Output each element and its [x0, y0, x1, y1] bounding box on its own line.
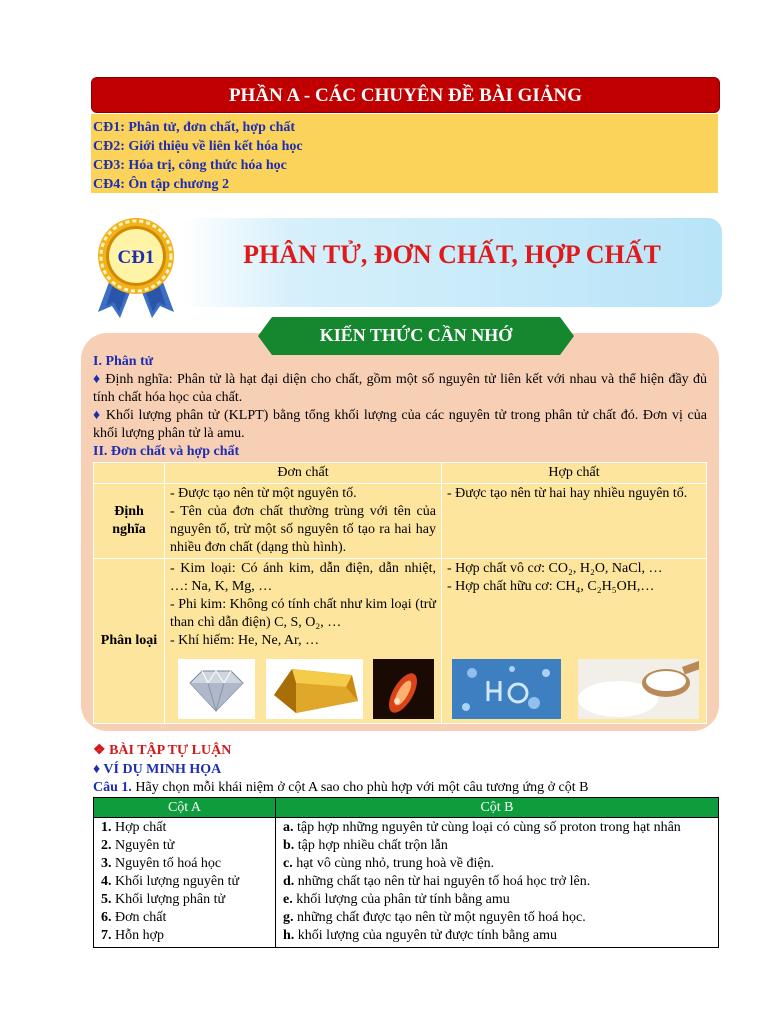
column-a-cell	[94, 818, 276, 948]
question-text: Hãy chọn mỗi khái niệm ở cột A sao cho phù hợp với một câu tương ứng ở cột B	[135, 780, 589, 795]
bullet-icon: ♦	[93, 762, 101, 777]
definition-element-line: - Được tạo nên từ một nguyên tố.	[170, 486, 357, 501]
column-b-item: c. hạt vô cùng nhỏ, trung hoà về điện.	[283, 856, 495, 871]
column-b-item: b. tập hợp nhiều chất trộn lẫn	[283, 838, 448, 853]
table-header-row	[94, 463, 707, 484]
column-a-item: 1. Hợp chất	[101, 820, 167, 835]
topic-list	[91, 114, 718, 193]
gold-bar-image	[266, 659, 363, 719]
column-b-cell	[276, 818, 719, 948]
column-a-item: 3. Nguyên tố hoá học	[101, 856, 222, 871]
section-heading-molecule: I. Phân tử	[93, 354, 154, 369]
definition-compound-line: - Được tạo nên từ hai hay nhiều nguyên tố.	[447, 486, 688, 501]
knowledge-banner	[258, 317, 574, 355]
column-a-item: 5. Khối lượng phân tử	[101, 892, 226, 907]
matching-header-row	[94, 798, 719, 818]
topic-item-2[interactable]: CĐ2: Giới thiệu về liên kết hóa học	[93, 139, 303, 154]
section-heading-element-compound: II. Đơn chất và hợp chất	[93, 444, 240, 459]
topic-item-4[interactable]: CĐ4: Ôn tập chương 2	[93, 177, 229, 192]
definition-element-cell	[165, 484, 442, 559]
main-title: PHÂN TỬ, ĐƠN CHẤT, HỢP CHẤT	[243, 240, 661, 269]
medal-icon	[90, 216, 182, 320]
column-b-item: g. những chất được tạo nên từ một nguyên tố hoá học.	[283, 910, 586, 925]
knowledge-banner-title: KIẾN THỨC CẦN NHỚ	[319, 325, 513, 345]
definition-compound-cell	[442, 484, 707, 559]
column-b-item: d. những chất tạo nên từ hai nguyên tố hoá học trở lên.	[283, 874, 591, 889]
molecule-mass-text: Khối lượng phân tử (KLPT) bằng tổng khối lượng của các nguyên tử trong phân tử chất đó. Đơn vị của khối lượng phân tử là amu.	[93, 408, 707, 441]
question-label: Câu 1.	[93, 780, 132, 795]
water-h2o-image	[452, 659, 561, 719]
sugar-spoon-image	[578, 659, 699, 719]
table-corner-cell	[94, 463, 165, 484]
row-header-classification: Phân loại	[94, 559, 165, 724]
diamond-image	[178, 659, 255, 719]
examples-title	[93, 761, 221, 779]
column-a-item: 4. Khối lượng nguyên tử	[101, 874, 240, 889]
definition-element-line: - Tên của đơn chất thường trùng với tên của nguyên tố, trừ một số nguyên tố tạo ra hai hay nhiều đơn chất (dạng thù hình).	[170, 504, 436, 555]
column-a-item: 7. Hỗn hợp	[101, 928, 165, 943]
column-a-item: 6. Đơn chất	[101, 910, 167, 925]
col-header-element: Đơn chất	[165, 463, 442, 484]
molecule-mass	[93, 407, 707, 443]
medal-label: CĐ1	[117, 247, 155, 268]
classification-element-line: - Kim loại: Có ánh kim, dẫn điện, dẫn nhiệt, …: Na, K, Mg, …	[170, 561, 436, 594]
classification-element-line: - Khí hiếm: He, Ne, Ar, …	[170, 633, 320, 648]
col-header-b: Cột B	[276, 798, 719, 818]
column-b-item: e. khối lượng của phân tử tính bằng amu	[283, 892, 510, 907]
matching-table	[93, 797, 719, 948]
classification-compound-line: - Hợp chất hữu cơ: CH₄, C₂H₅OH,…	[447, 579, 655, 594]
topic-item-3[interactable]: CĐ3: Hóa trị, công thức hóa học	[93, 158, 287, 173]
column-a-item: 2. Nguyên tử	[101, 838, 175, 853]
exercise-section-title	[93, 742, 231, 760]
classification-element-line: - Phi kim: Không có tính chất như kim loại (trừ than chì dẫn điện) C, S, O₂, …	[170, 597, 436, 630]
bullet-icon: ♦	[93, 372, 101, 387]
table-row	[94, 484, 707, 559]
column-b-item: h. khối lượng của nguyên tử được tính bằng amu	[283, 928, 557, 943]
classification-compound-line: - Hợp chất vô cơ: CO₂, H₂O, NaCl, …	[447, 561, 663, 576]
bullet-icon: ♦	[93, 408, 102, 423]
diamond-bullet-icon: ❖	[93, 743, 106, 758]
molecule-definition-text: Định nghĩa: Phân tử là hạt đại diện cho chất, gồm một số nguyên tử liên kết với nhau và thể hiện đầy đủ tính chất hóa học của chất.	[93, 372, 707, 405]
title-box	[182, 218, 722, 307]
examples-title-text: VÍ DỤ MINH HỌA	[103, 762, 222, 777]
question-1	[93, 779, 589, 797]
row-header-definition: Định nghĩa	[94, 484, 165, 559]
exercise-section-title-text: BÀI TẬP TỰ LUẬN	[109, 743, 232, 758]
column-b-item: a. tập hợp những nguyên tử cùng loại có cùng số proton trong hạt nhân	[283, 820, 681, 835]
molecule-definition	[93, 371, 707, 407]
topic-item-1[interactable]: CĐ1: Phân tử, đơn chất, hợp chất	[93, 120, 296, 135]
col-header-compound: Hợp chất	[442, 463, 707, 484]
col-header-a: Cột A	[94, 798, 276, 818]
sulfur-flask-image	[373, 659, 434, 719]
table-row	[94, 818, 719, 948]
part-header: PHẦN A - CÁC CHUYÊN ĐỀ BÀI GIẢNG	[91, 77, 720, 113]
